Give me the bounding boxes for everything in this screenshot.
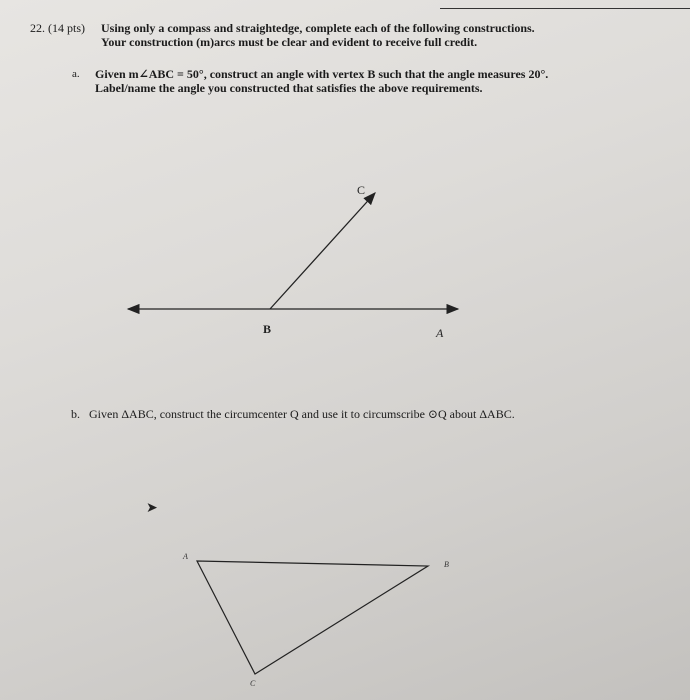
label-c: C xyxy=(357,183,366,197)
triangle-label-c: C xyxy=(250,679,256,688)
arrow-cursor-icon: ➤ xyxy=(146,501,158,516)
triangle-label-a: A xyxy=(183,552,188,561)
instruction-line-2: Your construction (m)arcs must be clear and evident to receive full credit. xyxy=(101,35,478,49)
part-a-letter: a. xyxy=(72,68,80,80)
label-b: B xyxy=(263,322,272,336)
ray-bc-line xyxy=(270,193,375,309)
part-a-line-1: Given m∠ABC = 50°, construct an angle with vertex B such that the angle measures 20°. xyxy=(95,67,549,81)
question-number: 22. (14 pts) xyxy=(30,21,85,35)
instruction-line-1: Using only a compass and straightedge, complete each of the following constructions. xyxy=(101,21,535,35)
part-b-letter: b. xyxy=(71,407,80,421)
part-a-line-2: Label/name the angle you constructed that satisfies the above requirements. xyxy=(95,81,483,95)
triangle-abc xyxy=(197,561,428,674)
label-a: A xyxy=(436,326,444,340)
triangle-label-b: B xyxy=(444,560,449,569)
part-b-text: Given ΔABC, construct the circumcenter Q and use it to circumscribe ⊙Q about ΔABC. xyxy=(89,407,515,421)
